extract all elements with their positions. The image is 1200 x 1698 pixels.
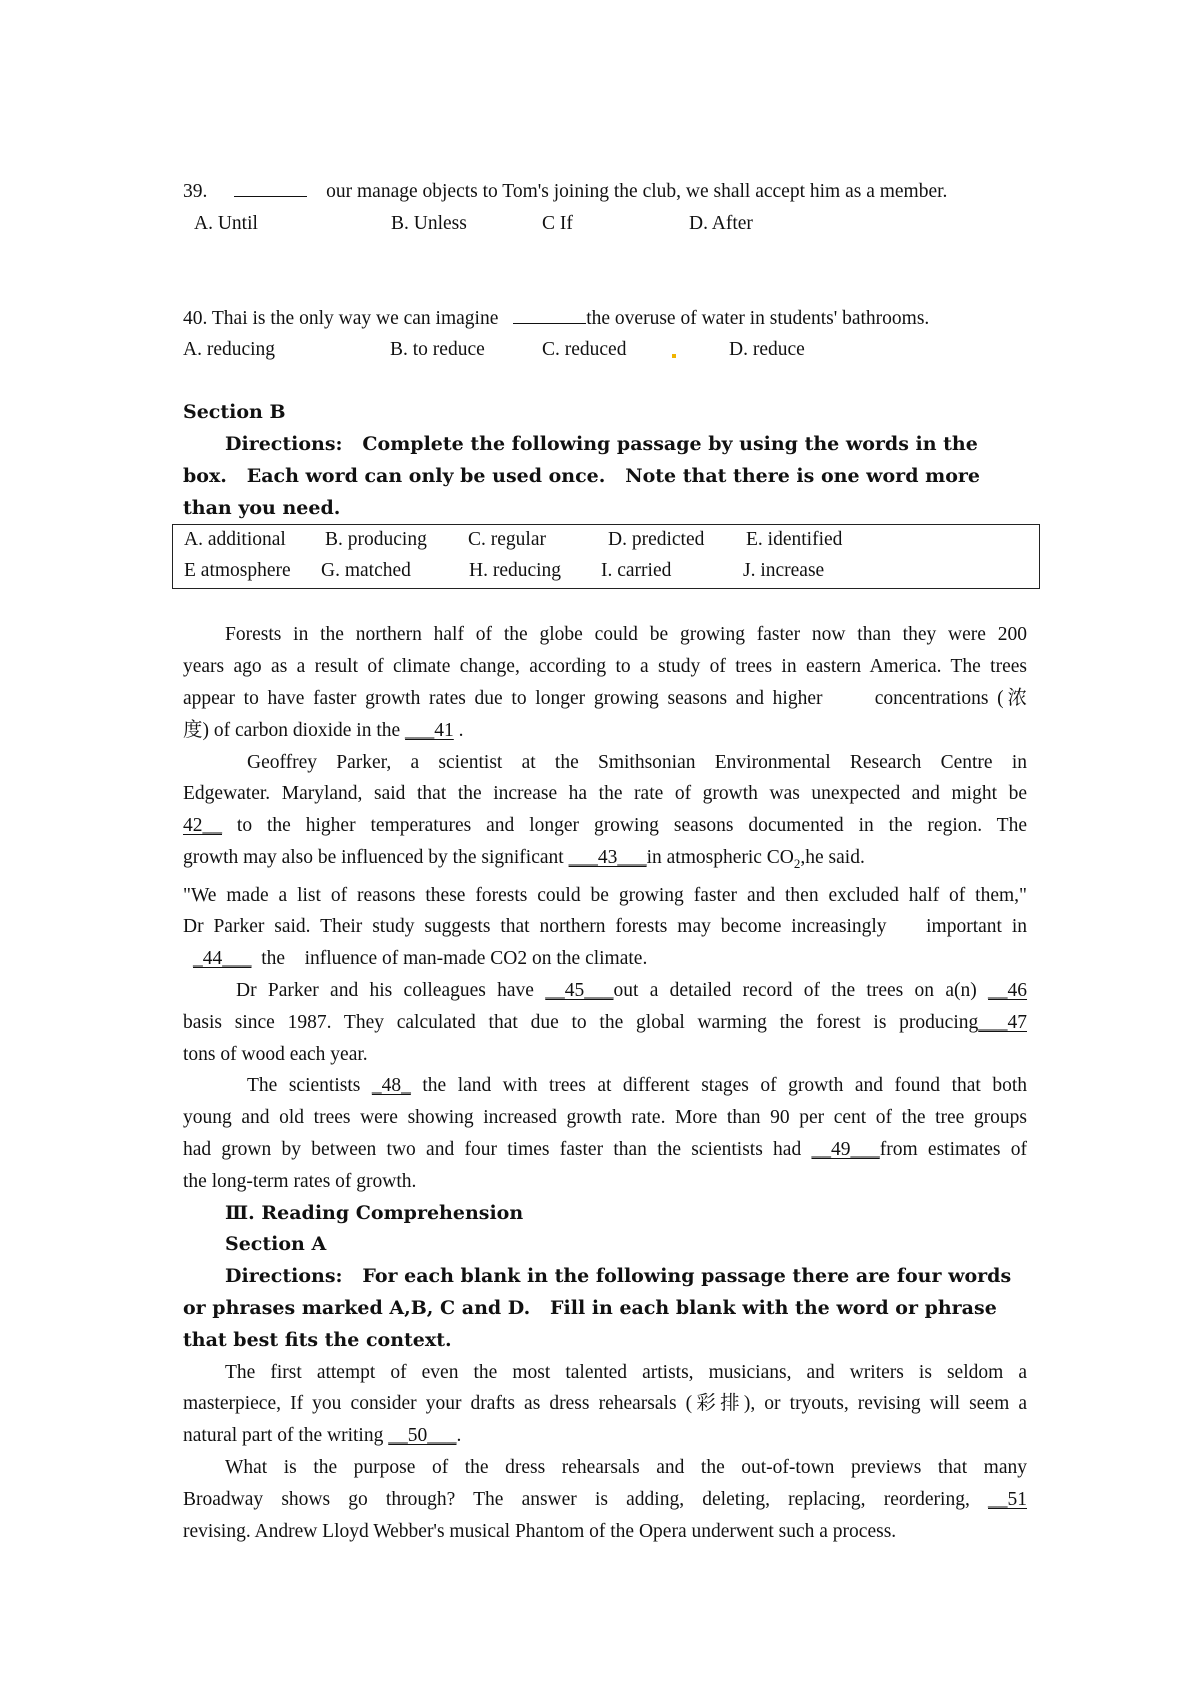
passage-line	[183, 1484, 1027, 1516]
passage-text: in atmospheric CO	[646, 846, 794, 868]
passage-text: The scientists	[247, 1075, 372, 1097]
blank-46: __46	[988, 980, 1028, 1002]
blank-49: __49___	[811, 1139, 880, 1161]
passage-line	[183, 1070, 1027, 1102]
word-b: B. producing	[325, 529, 427, 551]
blank-50: __50___	[388, 1425, 457, 1447]
option-d: D. After	[689, 212, 753, 234]
answer-blank	[513, 303, 586, 324]
section-b-title: Section B	[183, 401, 286, 424]
passage-line: Edgewater. Maryland, said that the increase ha the rate of growth was unexpected and might be	[183, 783, 1027, 805]
passage-line: the long-term rates of growth.	[183, 1170, 417, 1192]
reading-comprehension-title: Ⅲ. Reading Comprehension	[225, 1201, 524, 1224]
option-c: C If	[542, 212, 573, 234]
section-b-directions-line-1: Directions: Complete the following passage by using the words in the	[225, 432, 978, 455]
passage-line	[183, 1420, 1027, 1452]
question-stem-prefix: 40. Thai is the only way we can imagine	[183, 307, 499, 329]
question-40	[183, 303, 1027, 335]
question-39-options	[183, 208, 1027, 240]
passage-line: years ago as a result of climate change, according to a study of trees in eastern America. The trees	[183, 656, 1027, 678]
question-stem-suffix: the overuse of water in students' bathrooms.	[586, 307, 930, 329]
word-f: E atmosphere	[184, 560, 291, 582]
option-a: A. reducing	[183, 339, 276, 361]
passage-line	[183, 975, 1027, 1007]
passage-text: natural part of the writing	[183, 1425, 389, 1447]
question-39	[183, 176, 1027, 208]
word-d: D. predicted	[608, 529, 705, 551]
passage-text: from estimates of	[879, 1139, 1027, 1161]
passage-line	[183, 1134, 1027, 1166]
passage-line: tons of wood each year.	[183, 1043, 368, 1065]
word-i: I. carried	[601, 560, 672, 582]
passage-line: Forests in the northern half of the globe could be growing faster now than they were 200	[225, 624, 1027, 646]
word-g: G. matched	[321, 560, 411, 582]
blank-51: __51	[988, 1488, 1027, 1510]
word-h: H. reducing	[469, 560, 562, 582]
passage-line	[183, 842, 1027, 880]
blank-44: _44___	[193, 948, 252, 970]
passage-text: growth may also be influenced by the significant	[183, 846, 569, 868]
passage-text: out a detailed record of the trees on a(n)	[613, 980, 989, 1002]
stray-dot	[672, 354, 676, 358]
passage-line: appear to have faster growth rates due to longer growing seasons and higher concentrations (浓	[183, 687, 1027, 709]
passage-line: masterpiece, If you consider your drafts as dress rehearsals (彩排), or tryouts, revising will seem a	[183, 1393, 1027, 1415]
passage-text: .	[453, 719, 464, 741]
section-a-directions-line-1: Directions: For each blank in the following passage there are four words	[225, 1265, 1012, 1288]
document-page	[183, 176, 1027, 1547]
passage-text: Broadway shows go through? The answer is adding, deleting, replacing, reordering,	[183, 1488, 988, 1510]
passage-text: basis since 1987. They calculated that due to the global warming the forest is producing	[183, 1011, 979, 1033]
blank-42: 42__	[183, 815, 222, 837]
passage-text: the influence of man-made CO2 on the climate.	[251, 948, 648, 970]
passage-line: revising. Andrew Lloyd Webber's musical Phantom of the Opera underwent such a process.	[183, 1520, 897, 1542]
word-c: C. regular	[468, 529, 546, 551]
question-stem: our manage objects to Tom's joining the club, we shall accept him as a member.	[326, 181, 948, 202]
passage-section-a	[183, 1357, 1027, 1548]
section-a-directions-line-3: that best fits the context.	[183, 1328, 452, 1351]
question-40-options	[183, 334, 1027, 366]
word-e: E. identified	[746, 529, 843, 551]
passage-text: had grown by between two and four times faster than the scientists had	[183, 1139, 812, 1161]
blank-45: __45___	[545, 980, 614, 1002]
passage-section-b	[183, 619, 1027, 1197]
blank-47: ___47	[978, 1011, 1027, 1033]
section-b-directions-line-3: than you need.	[183, 496, 341, 519]
option-c: C. reduced	[542, 339, 627, 361]
section-a-directions-line-2: or phrases marked A,B, C and D. Fill in each blank with the word or phrase	[183, 1297, 997, 1319]
answer-blank	[234, 176, 307, 197]
blank-43: ___43___	[568, 846, 647, 868]
passage-text: the land with trees at different stages of growth and found that both	[410, 1075, 1027, 1097]
option-a: A. Until	[194, 212, 258, 234]
passage-text: .	[456, 1425, 462, 1447]
passage-line: The first attempt of even the most talented artists, musicians, and writers is seldom a	[225, 1361, 1027, 1383]
passage-text: to the higher temperatures and longer growing seasons documented in the region. The	[222, 815, 1027, 837]
option-b: B. to reduce	[390, 339, 485, 361]
word-a: A. additional	[184, 529, 286, 551]
passage-line	[183, 943, 1027, 975]
blank-48: _48_	[371, 1075, 411, 1097]
passage-text: Dr Parker and his colleagues have	[236, 980, 546, 1002]
option-d: D. reduce	[729, 339, 805, 361]
option-b: B. Unless	[391, 212, 467, 234]
passage-text: 度) of carbon dioxide in the	[183, 719, 406, 741]
subscript: 2	[793, 855, 801, 871]
passage-line: "We made a list of reasons these forests could be growing faster and then excluded half of them,"	[183, 884, 1027, 906]
section-b-directions-line-2: box. Each word can only be used once. Note that there is one word more	[183, 464, 980, 487]
passage-line	[183, 715, 1027, 747]
passage-line: Dr Parker said. Their study suggests that northern forests may become increasingly important in	[183, 916, 1027, 938]
passage-line: Geoffrey Parker, a scientist at the Smithsonian Environmental Research Centre in	[247, 751, 1027, 773]
passage-line: young and old trees were showing increased growth rate. More than 90 per cent of the tree groups	[183, 1107, 1027, 1129]
word-j: J. increase	[743, 560, 825, 582]
question-number: 39.	[183, 181, 208, 202]
passage-line	[183, 1007, 1027, 1039]
passage-text: ,he said.	[800, 846, 865, 868]
section-a-title: Section A	[225, 1233, 327, 1256]
word-box	[172, 524, 1040, 589]
passage-line: What is the purpose of the dress rehearsals and the out-of-town previews that many	[225, 1456, 1027, 1478]
blank-41: ___41	[405, 719, 454, 741]
passage-line	[183, 810, 1027, 842]
